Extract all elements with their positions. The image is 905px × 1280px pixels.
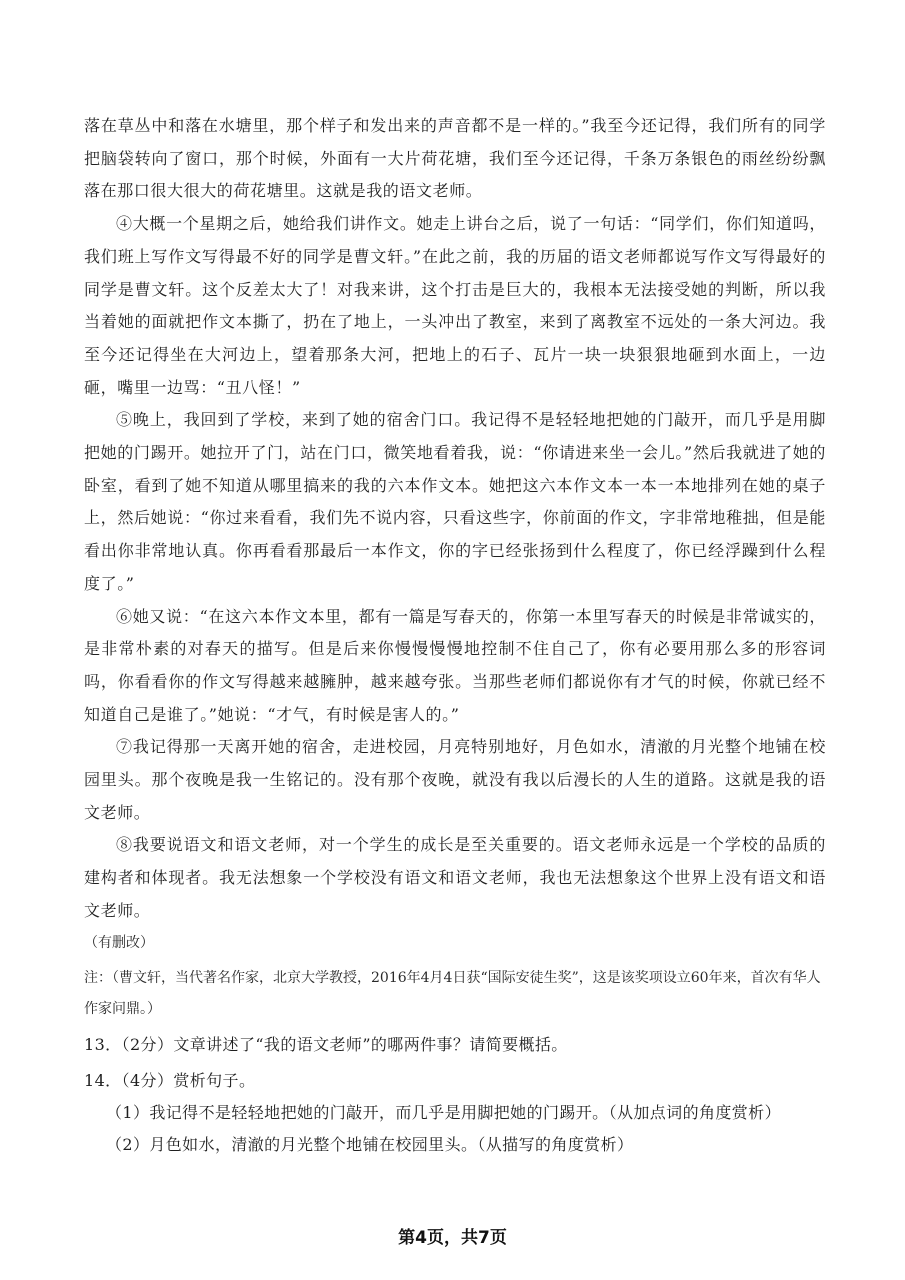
author-annotation: 注：（曹文轩，当代著名作家，北京大学教授，2016年4月4日获“国际安徒生奖”，这是该奖项设立60年来，首次有华人作家问鼎。） <box>84 969 821 1017</box>
edit-note: （有删改） <box>84 934 154 951</box>
question-14-part-2: （2）月色如水，清澈的月光整个地铺在校园里头。（从描写的角度赏析） <box>106 1134 634 1154</box>
paragraph-6: ⑥她又说：“在这六本作文本里，都有一篇是写春天的，你第一本里写春天的时候是非常诚实的，是非常朴素的对春天的描写。但是后来你慢慢慢慢地控制不住自己了，你有必要用那么多的形容词吗，你看看你的作文写得越来越臃肿，越来越夸张。当那些老师们都说你有才气的时候，你就已经不知道自己是谁了。”她说：“才气，有时候是害人的。” <box>84 606 826 724</box>
paragraph-5: ⑤晚上，我回到了学校，来到了她的宿舍门口。我记得不是轻轻地把她的门敲开，而几乎是用脚把她的门踢开。她拉开了门，站在门口，微笑地看着我，说：“你请进来坐一会儿。”然后我就进了她的卧室，看到了她不知道从哪里搞来的我的六本作文本。她把这六本作文本一本一本地排列在她的桌子上，然后她说：“你过来看看，我们先不说内容，只看这些字，你前面的作文，字非常地稚拙，但是能看出你非常地认真。你再看看那最后一本作文，你的字已经张扬到什么程度了，你已经浮躁到什么程度了。” <box>84 410 826 593</box>
paragraph-8: ⑧我要说语文和语文老师，对一个学生的成长是至关重要的。语文老师永远是一个学校的品质的建构者和体现者。我无法想象一个学校没有语文和语文老师，我也无法想象这个世界上没有语文和语文老师。 <box>84 835 826 920</box>
paragraph-7: ⑦我记得那一天离开她的宿舍，走进校园，月亮特别地好，月色如水，清澈的月光整个地铺在校园里头。那个夜晚是我一生铭记的。没有那个夜晚，就没有我以后漫长的人生的道路。这就是我的语文老师。 <box>84 737 826 822</box>
question-14-part-1: （1）我记得不是轻轻地把她的门敲开，而几乎是用脚把她的门踢开。（从加点词的角度赏析） <box>106 1102 781 1122</box>
question-13: 13．（2分）文章讲述了“我的语文老师”的哪两件事？请简要概括。 <box>84 1034 568 1054</box>
paragraph-continued: 落在草丛中和落在水塘里，那个样子和发出来的声音都不是一样的。”我至今还记得，我们所有的同学把脑袋转向了窗口，那个时候，外面有一大片荷花塘，我们至今还记得，千条万条银色的雨丝纷纷飘落在那口很大很大的荷花塘里。这就是我的语文老师。 <box>84 116 826 201</box>
paragraph-4: ④大概一个星期之后，她给我们讲作文。她走上讲台之后，说了一句话：“同学们，你们知道吗，我们班上写作文写得最不好的同学是曹文轩。”在此之前，我的历届的语文老师都说写作文写得最好的同学是曹文轩。这个反差太大了！对我来讲，这个打击是巨大的，我根本无法接受她的判断，所以我当着她的面就把作文本撕了，扔在了地上，一头冲出了教室，来到了离教室不远处的一条大河边。我至今还记得坐在大河边上，望着那条大河，把地上的石子、瓦片一块一块狠狠地砸到水面上，一边砸，嘴里一边骂：“丑八怪！” <box>84 214 826 397</box>
page-number: 第4页，共7页 <box>398 1228 507 1248</box>
article-body <box>84 110 826 1161</box>
question-14: 14．（4分）赏析句子。 <box>84 1070 256 1090</box>
